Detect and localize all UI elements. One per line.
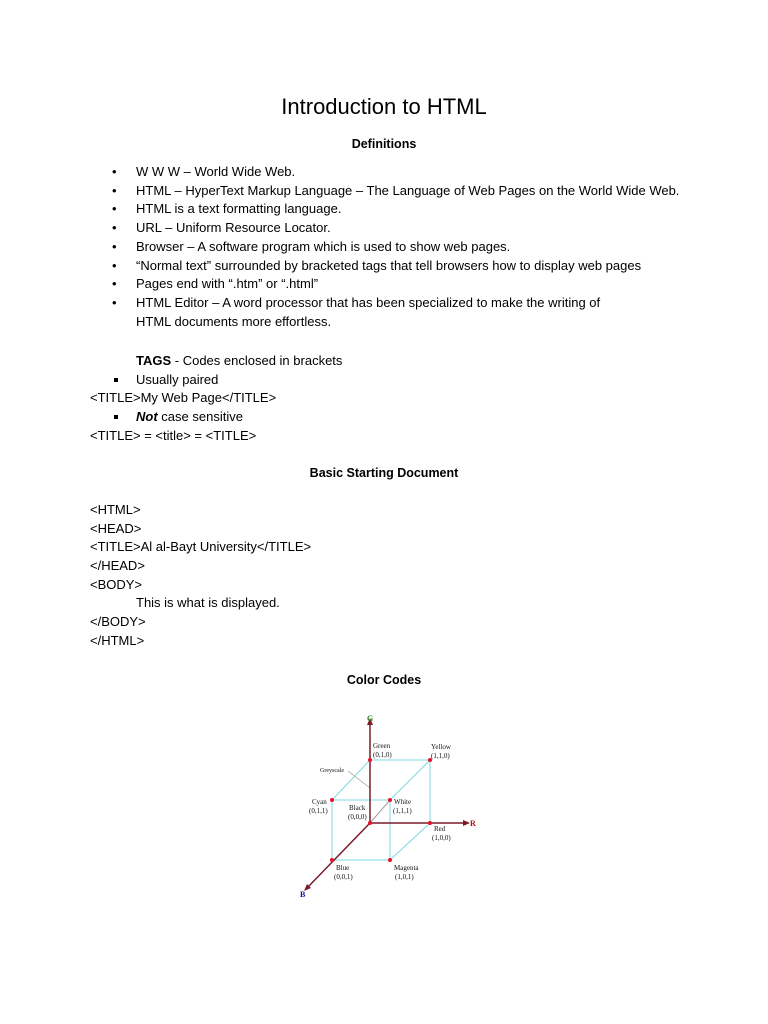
tags-definition (90, 352, 342, 371)
label-black: Black (349, 804, 366, 812)
label-green-code: (0,1,0) (373, 751, 392, 759)
label-magenta-code: (1,0,1) (395, 873, 414, 881)
code-line: <HEAD> (90, 520, 142, 536)
starting-document-heading: Basic Starting Document (309, 466, 459, 480)
list-item: • Browser – A software program which is used to show web pages. (90, 238, 690, 257)
list-item: • HTML is a text formatting language. (90, 200, 690, 219)
label-white-code: (1,1,1) (393, 807, 412, 815)
label-red-code: (1,0,0) (432, 834, 451, 842)
code-line: <TITLE>Al al-Bayt University</TITLE> (90, 539, 312, 555)
code-line: <HTML> (90, 502, 141, 517)
label-black-code: (0,0,0) (348, 813, 367, 821)
tags-example-case: <TITLE> = <title> = <TITLE> (90, 427, 257, 443)
b-axis-label: B (300, 890, 306, 899)
code-line: <BODY> (90, 576, 143, 592)
tags-bullet-case (90, 408, 342, 427)
list-item: • W W W – World Wide Web. (90, 163, 690, 182)
g-axis-label: G (367, 714, 374, 723)
label-yellow: Yellow (431, 743, 451, 751)
tags-bullet-paired (90, 371, 342, 390)
bullet-text: case sensitive (157, 409, 243, 425)
label-red: Red (434, 825, 446, 833)
label-green: Green (373, 742, 391, 750)
list-item: • URL – Uniform Resource Locator. (90, 219, 690, 238)
code-line: </HTML> (90, 632, 145, 648)
label-yellow-code: (1,1,0) (431, 752, 450, 760)
definitions-list (90, 163, 690, 331)
label-cyan-code: (0,1,1) (309, 807, 328, 815)
list-item: • HTML Editor – A word processor that has been specialized to make the writing of HTML documents more effortless. (90, 294, 636, 331)
emphasis-not: Not (136, 409, 158, 425)
starting-document-code (90, 501, 311, 651)
r-arrow-icon (463, 820, 470, 826)
code-line: </BODY> (90, 614, 146, 630)
list-item: • “Normal text” surrounded by bracketed tags that tell browsers how to display web pages (90, 257, 690, 276)
label-blue-code: (0,0,1) (334, 873, 353, 881)
list-item: • Pages end with “.htm” or “.html” (90, 275, 690, 294)
definitions-heading: Definitions (351, 137, 417, 151)
label-greyscale: Greyscale (320, 768, 344, 774)
label-magenta: Magenta (394, 864, 419, 872)
tags-example-paired: <TITLE>My Web Page</TITLE> (90, 390, 277, 406)
label-white: White (394, 798, 412, 806)
square-bullet-icon (114, 415, 118, 419)
rgb-color-cube-diagram (290, 708, 490, 903)
label-blue: Blue (336, 864, 350, 872)
tags-label: TAGS (136, 353, 172, 368)
tags-section (90, 352, 342, 445)
list-item: • HTML – HyperText Markup Language – The Language of Web Pages on the World Wide Web. (90, 182, 690, 201)
tags-description: - Codes enclosed in brackets (171, 353, 343, 368)
r-axis-label: R (470, 819, 476, 828)
color-codes-heading: Color Codes (346, 673, 422, 687)
bullet-text: Usually paired (136, 371, 219, 387)
label-cyan: Cyan (312, 798, 327, 806)
code-line: This is what is displayed. (136, 595, 280, 611)
square-bullet-icon (114, 378, 118, 382)
code-line: </HEAD> (90, 558, 145, 574)
page-title: Introduction to HTML (281, 94, 487, 119)
greyscale-diagonal (370, 800, 390, 823)
